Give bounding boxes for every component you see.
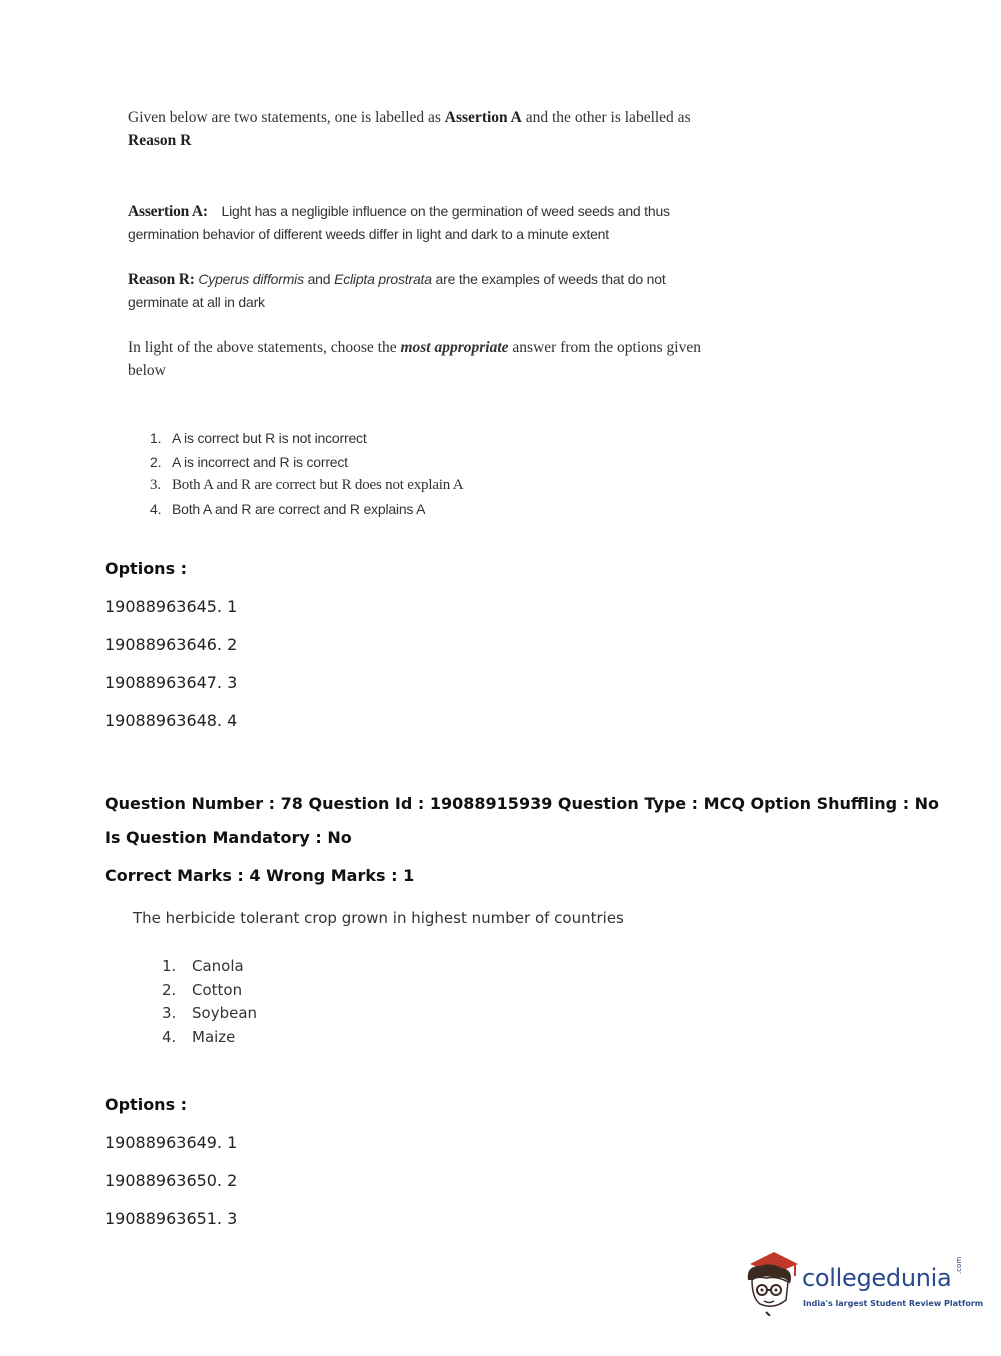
list-item: 4. Both A and R are correct and R explains A [150, 500, 426, 517]
mascot-icon [742, 1250, 800, 1316]
q1-assertion: Assertion A: Light has a negligible influence on the germination of weed seeds and thus germination behavior of different weeds differ in light and dark to a minute extent [128, 203, 670, 242]
list-item: 2. A is incorrect and R is correct [150, 453, 348, 470]
q2-option-2: 19088963650. 2 [105, 1171, 238, 1190]
list-item: 3. Both A and R are correct but R does not explain A [150, 477, 464, 493]
list-item: 2. Cotton [162, 980, 243, 999]
logo-tagline: India's largest Student Review Platform [803, 1299, 984, 1308]
q2-choice-list [162, 955, 257, 1049]
q1-option-1: 19088963645. 1 [105, 597, 238, 616]
list-item: 3. Soybean [162, 1004, 258, 1022]
list-item: 1. A is correct but R is not incorrect [150, 430, 367, 446]
q2-option-1: 19088963649. 1 [105, 1133, 238, 1152]
q1-reason: Reason R: Cyperus difformis and Eclipta prostrata are the examples of weeds that do not germinate at all in dark [128, 271, 666, 310]
list-item: 1. Canola [162, 957, 244, 975]
q2-meta-line-1: Question Number : 78 Question Id : 19088915939 Question Type : MCQ Option Shuffling : No [105, 794, 940, 813]
logo-wordmark: collegedunia [802, 1264, 952, 1292]
q2-option-3: 19088963651. 3 [105, 1209, 238, 1228]
q2-meta-line-2: Is Question Mandatory : No [105, 828, 352, 847]
q2-options-label: Options : [105, 1095, 188, 1114]
q1-choice-list [150, 427, 463, 521]
q1-options-label: Options : [105, 559, 188, 578]
q2-question-text: The herbicide tolerant crop grown in highest number of countries [133, 909, 624, 927]
q2-meta-line-3: Correct Marks : 4 Wrong Marks : 1 [105, 866, 415, 885]
q1-intro: Given below are two statements, one is labelled as Assertion A and the other is labelled as Reason R [128, 109, 691, 149]
list-item: 4. Maize [162, 1027, 236, 1046]
q1-option-3: 19088963647. 3 [105, 673, 238, 692]
q1-option-4: 19088963648. 4 [105, 711, 238, 730]
q1-option-2: 19088963646. 2 [105, 635, 238, 654]
logo-suffix: .com [955, 1256, 963, 1274]
q1-instruction: In light of the above statements, choose the most appropriate answer from the options given below [128, 339, 701, 379]
collegedunia-logo [742, 1248, 984, 1320]
